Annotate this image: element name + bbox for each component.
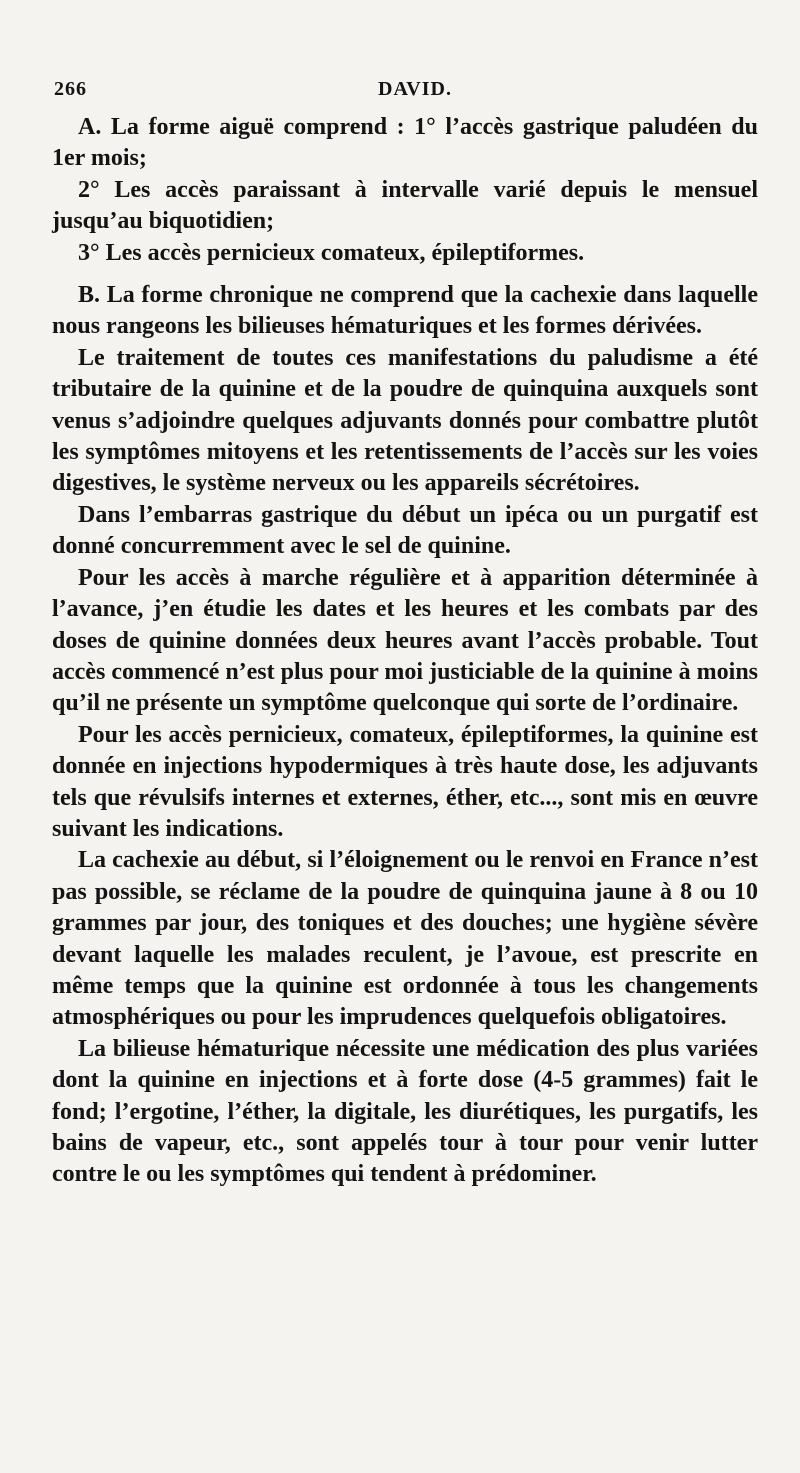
paragraph-bilious-hematuria: La bilieuse hématurique nécessite une médication des plus variées dont la quinine en injections et à forte dose (4-5 grammes) fait le fond; l’ergotine, l’éther, la digitale, les diurétiques, les purgatifs, les bains de vapeur, etc., sont appelés tour à tour pour venir lutter contre le ou les symptômes qui tendent à prédominer. [52, 1035, 758, 1188]
paragraph-chronic-form: B. La forme chronique ne comprend que la cachexie dans laquelle nous rangeons les bilieuses hématuriques et les formes dérivées. [52, 282, 758, 340]
paragraph-treatment: Le traitement de toutes ces manifestations du paludisme a été tributaire de la quinine et de la poudre de quinquina auxquels sont venus s’adjoindre quelques adjuvants donnés pour combattre plutôt les symptômes mitoyens et les retentissements de l’accès sur les voies digestives, le système nerveux ou les appareils sécrétoires. [52, 344, 758, 497]
running-title: DAVID. [378, 78, 452, 100]
paragraph-pernicious-treatment: Pour les accès pernicieux, comateux, épileptiformes, la quinine est donnée en injections hypodermiques à très haute dose, les adjuvants tels que révulsifs internes et externes, éther, etc..., sont mis en œuvre suivant les indications. [52, 721, 758, 842]
page-number: 266 [54, 78, 87, 100]
paragraph-acute-form: A. La forme aiguë comprend : 1° l’accès gastrique paludéen du 1er mois; [52, 114, 758, 172]
page-header [50, 78, 760, 108]
paragraph-pernicious-attacks: 3° Les accès pernicieux comateux, épileptiformes. [78, 239, 585, 266]
paragraph-cachexia: La cachexie au début, si l’éloignement ou le renvoi en France n’est pas possible, se réclame de la poudre de quinquina jaune à 8 ou 10 grammes par jour, des toniques et des douches; une hygiène sévère devant laquelle les malades reculent, je l’avoue, est prescrite en même temps que la quinine est ordonnée à tous les changements atmosphériques ou pour les imprudences quelquefois obligatoires. [52, 847, 758, 1031]
body-text [52, 112, 758, 1191]
paragraph-regular-attacks: Pour les accès à marche régulière et à apparition déterminée à l’avance, j’en étudie les dates et les heures et les combats par des doses de quinine données deux heures avant l’accès probable. Tout accès commencé n’est plus pour moi justiciable de la quinine à moins qu’il ne présente un symptôme quelconque qui sorte de l’ordinaire. [52, 564, 758, 717]
paragraph-gastric-embarrassment: Dans l’embarras gastrique du début un ipéca ou un purgatif est donné concurremment avec le sel de quinine. [52, 501, 758, 560]
paragraph-intermittent-attacks: 2° Les accès paraissant à intervalle varié depuis le mensuel jusqu’au biquotidien; [52, 176, 758, 235]
